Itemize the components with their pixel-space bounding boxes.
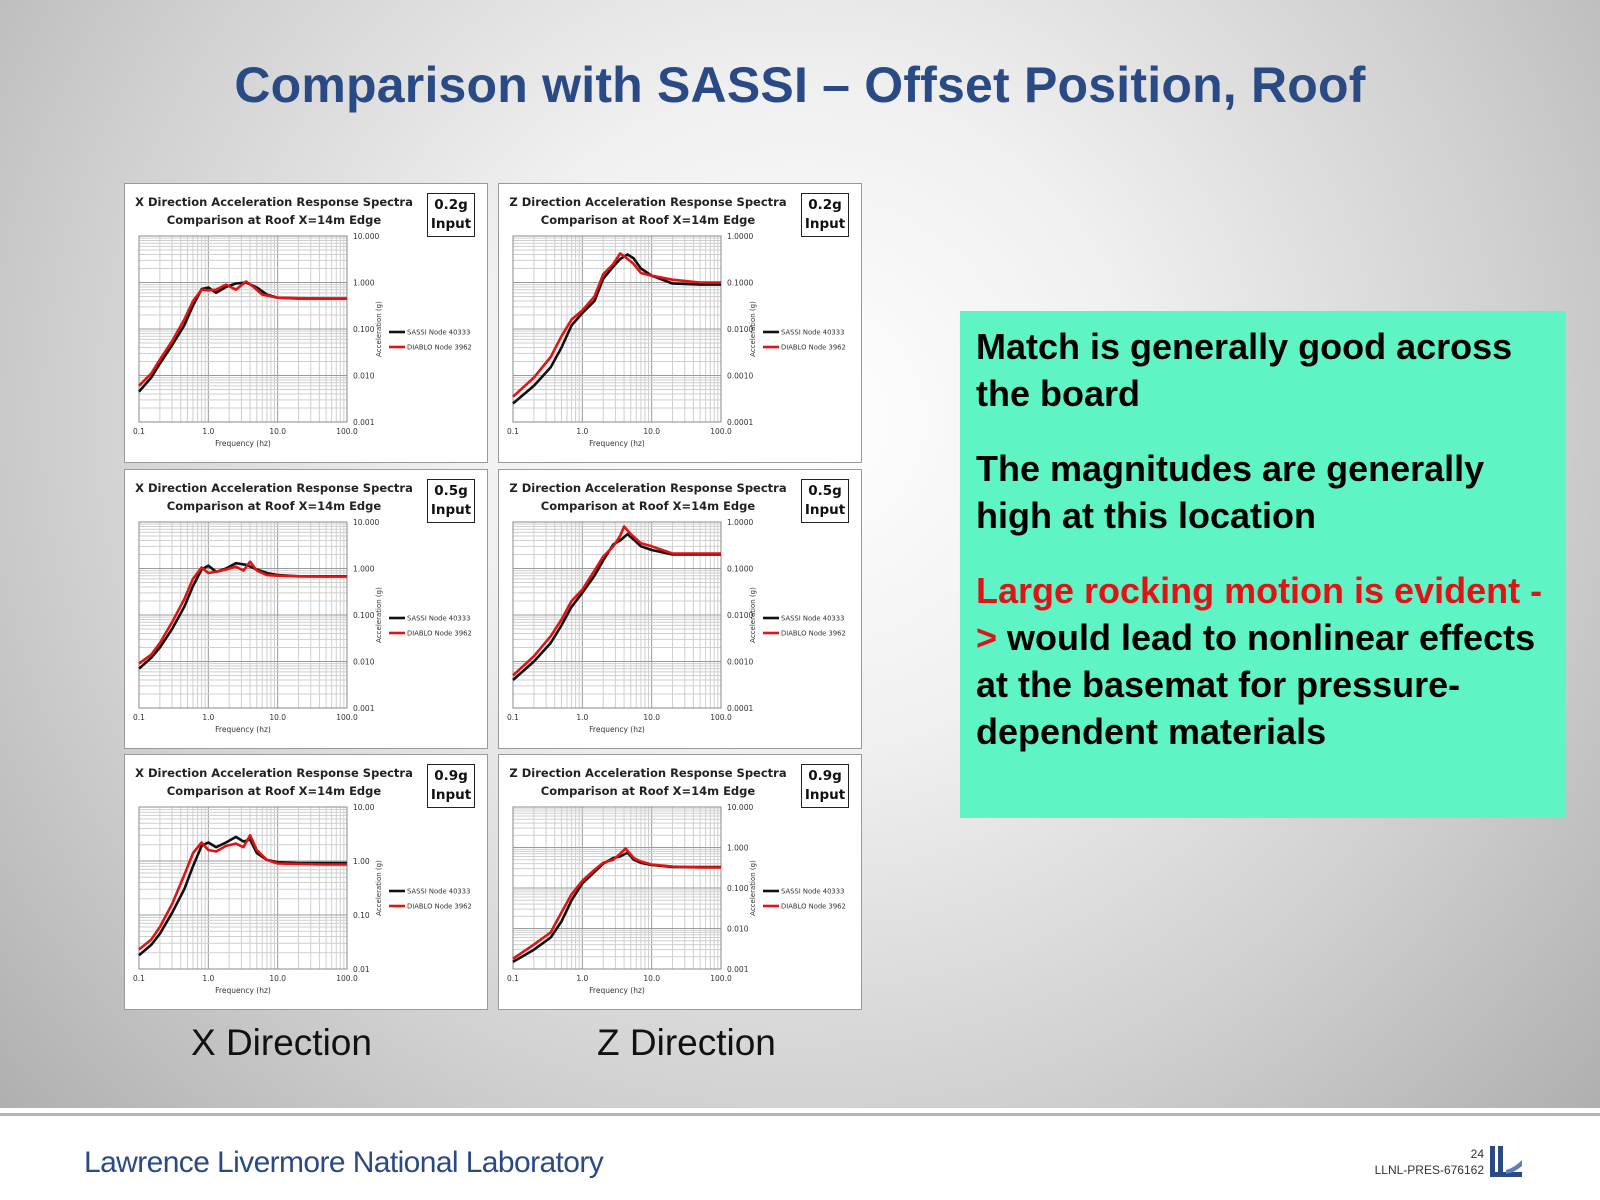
input-badge: 0.9g Input xyxy=(427,764,475,808)
chart-title: Z Direction Acceleration Response Spectra Comparison at Roof X=14m Edge xyxy=(509,766,787,798)
input-badge: 0.9g Input xyxy=(801,764,849,808)
y-tick-label: 0.01 xyxy=(353,965,370,974)
x-tick-label: 100.0 xyxy=(710,974,732,983)
chart-panel-z-0-2g xyxy=(498,183,862,463)
y-tick-label: 0.001 xyxy=(353,704,375,713)
y-tick-label: 10.00 xyxy=(353,803,375,812)
series-line-0 xyxy=(139,837,347,955)
y-axis-label: Acceleration (g) xyxy=(375,587,383,643)
legend-label-0: SASSI Node 40333 xyxy=(407,887,471,896)
lab-name: Lawrence Livermore National Laboratory xyxy=(84,1146,604,1179)
input-badge: 0.5g Input xyxy=(801,479,849,523)
chart-panel-x-0-2g xyxy=(124,183,488,463)
y-tick-label: 0.1000 xyxy=(727,278,754,288)
footer-divider xyxy=(0,1113,1600,1116)
llnl-logo-icon xyxy=(1488,1144,1524,1178)
grid xyxy=(139,522,347,708)
x-axis-label: Frequency (hz) xyxy=(589,439,645,448)
x-tick-label: 1.0 xyxy=(202,427,215,436)
x-tick-label: 1.0 xyxy=(576,427,589,436)
y-tick-label: 1.000 xyxy=(353,278,375,288)
x-axis-label: Frequency (hz) xyxy=(589,986,645,995)
x-tick-label: 10.0 xyxy=(269,974,287,983)
y-tick-label: 0.1000 xyxy=(727,564,754,574)
x-tick-label: 0.1 xyxy=(507,713,519,722)
page-number: 24 xyxy=(1470,1147,1484,1161)
y-tick-label: 0.10 xyxy=(353,911,370,920)
x-tick-label: 0.1 xyxy=(133,713,145,722)
x-tick-label: 10.0 xyxy=(643,713,661,722)
y-tick-label: 0.100 xyxy=(353,325,375,334)
y-tick-label: 1.000 xyxy=(727,843,749,853)
series-line-1 xyxy=(139,562,347,664)
bullet-rocking xyxy=(976,567,1550,755)
y-tick-label: 0.010 xyxy=(727,924,749,934)
chart-title: X Direction Acceleration Response Spectra Comparison at Roof X=14m Edge xyxy=(135,195,413,227)
y-tick-label: 0.0010 xyxy=(727,657,754,667)
series-line-1 xyxy=(139,835,347,949)
x-tick-label: 0.1 xyxy=(507,427,519,436)
y-tick-label: 1.000 xyxy=(353,564,375,574)
y-tick-label: 1.00 xyxy=(353,857,370,866)
y-tick-label: 10.000 xyxy=(353,232,380,241)
legend-label-1: DIABLO Node 3962 xyxy=(781,629,846,638)
input-badge: 0.2g Input xyxy=(801,193,849,237)
chart-title: Z Direction Acceleration Response Spectra Comparison at Roof X=14m Edge xyxy=(509,195,787,227)
x-tick-label: 100.0 xyxy=(336,713,358,722)
bullet-rocking-rest: would lead to nonlinear effects at the basemat for pressure-dependent materials xyxy=(976,617,1536,752)
document-id: LLNL-PRES-676162 xyxy=(1374,1163,1484,1177)
series-line-0 xyxy=(513,534,721,680)
y-axis-label: Acceleration (g) xyxy=(749,587,757,643)
legend-label-1: DIABLO Node 3962 xyxy=(407,629,472,638)
y-axis-label: Acceleration (g) xyxy=(749,301,757,357)
z-direction-label: Z Direction xyxy=(597,1022,776,1063)
bullet-match: Match is generally good across the board xyxy=(976,326,1513,414)
chart-title: Z Direction Acceleration Response Spectra Comparison at Roof X=14m Edge xyxy=(509,481,787,513)
y-tick-label: 0.0001 xyxy=(727,704,754,713)
x-axis-label: Frequency (hz) xyxy=(215,986,271,995)
x-tick-label: 100.0 xyxy=(336,427,358,436)
x-tick-label: 100.0 xyxy=(710,713,732,722)
y-axis-label: Acceleration (g) xyxy=(749,860,757,916)
legend-label-0: SASSI Node 40333 xyxy=(781,614,845,623)
chart-panel-x-0-5g xyxy=(124,469,488,749)
bullet-magnitudes: The magnitudes are generally high at this location xyxy=(976,448,1485,536)
x-tick-label: 10.0 xyxy=(269,713,287,722)
y-axis-label: Acceleration (g) xyxy=(375,860,383,916)
legend-label-0: SASSI Node 40333 xyxy=(407,328,471,337)
x-tick-label: 100.0 xyxy=(336,974,358,983)
y-axis-label: Acceleration (g) xyxy=(375,301,383,357)
grid xyxy=(139,807,347,969)
legend-label-1: DIABLO Node 3962 xyxy=(407,343,472,352)
x-direction-label: X Direction xyxy=(191,1022,372,1063)
chart-panel-z-0-9g xyxy=(498,754,862,1010)
x-tick-label: 1.0 xyxy=(576,974,589,983)
x-tick-label: 0.1 xyxy=(507,974,519,983)
x-tick-label: 0.1 xyxy=(133,974,145,983)
legend-label-1: DIABLO Node 3962 xyxy=(781,902,846,911)
bullet-rocking-highlight: Large rocking motion is evident -> xyxy=(976,570,1543,658)
chart-title: X Direction Acceleration Response Spectra Comparison at Roof X=14m Edge xyxy=(135,481,413,513)
x-tick-label: 10.0 xyxy=(643,427,661,436)
slide-title: Comparison with SASSI – Offset Position, Roof xyxy=(234,57,1366,113)
y-tick-label: 10.000 xyxy=(727,803,754,812)
x-tick-label: 1.0 xyxy=(202,713,215,722)
plot-frame xyxy=(139,807,347,969)
chart-title: X Direction Acceleration Response Spectra Comparison at Roof X=14m Edge xyxy=(135,766,413,798)
x-axis-label: Frequency (hz) xyxy=(215,725,271,734)
y-tick-label: 10.000 xyxy=(353,518,380,527)
y-tick-label: 0.0010 xyxy=(727,371,754,381)
x-tick-label: 1.0 xyxy=(202,974,215,983)
legend-label-0: SASSI Node 40333 xyxy=(407,614,471,623)
y-tick-label: 0.100 xyxy=(727,884,749,893)
summary-textbox xyxy=(960,311,1566,818)
x-tick-label: 100.0 xyxy=(710,427,732,436)
chart-panel-z-0-5g xyxy=(498,469,862,749)
x-tick-label: 10.0 xyxy=(269,427,287,436)
grid xyxy=(139,236,347,422)
x-axis-label: Frequency (hz) xyxy=(215,439,271,448)
y-tick-label: 0.0001 xyxy=(727,418,754,427)
x-tick-label: 1.0 xyxy=(576,713,589,722)
y-tick-label: 0.0100 xyxy=(727,611,754,620)
grid xyxy=(513,522,721,708)
x-axis-label: Frequency (hz) xyxy=(589,725,645,734)
legend-label-0: SASSI Node 40333 xyxy=(781,328,845,337)
y-tick-label: 1.0000 xyxy=(727,232,754,241)
legend-label-0: SASSI Node 40333 xyxy=(781,887,845,896)
y-tick-label: 0.100 xyxy=(353,611,375,620)
chart-panel-x-0-9g xyxy=(124,754,488,1010)
legend-label-1: DIABLO Node 3962 xyxy=(407,902,472,911)
x-tick-label: 0.1 xyxy=(133,427,145,436)
grid xyxy=(513,807,721,969)
y-tick-label: 0.001 xyxy=(727,965,749,974)
input-badge: 0.5g Input xyxy=(427,479,475,523)
y-tick-label: 0.010 xyxy=(353,371,375,381)
y-tick-label: 0.001 xyxy=(353,418,375,427)
y-tick-label: 0.0100 xyxy=(727,325,754,334)
y-tick-label: 0.010 xyxy=(353,657,375,667)
input-badge: 0.2g Input xyxy=(427,193,475,237)
y-tick-label: 1.0000 xyxy=(727,518,754,527)
legend-label-1: DIABLO Node 3962 xyxy=(781,343,846,352)
x-tick-label: 10.0 xyxy=(643,974,661,983)
